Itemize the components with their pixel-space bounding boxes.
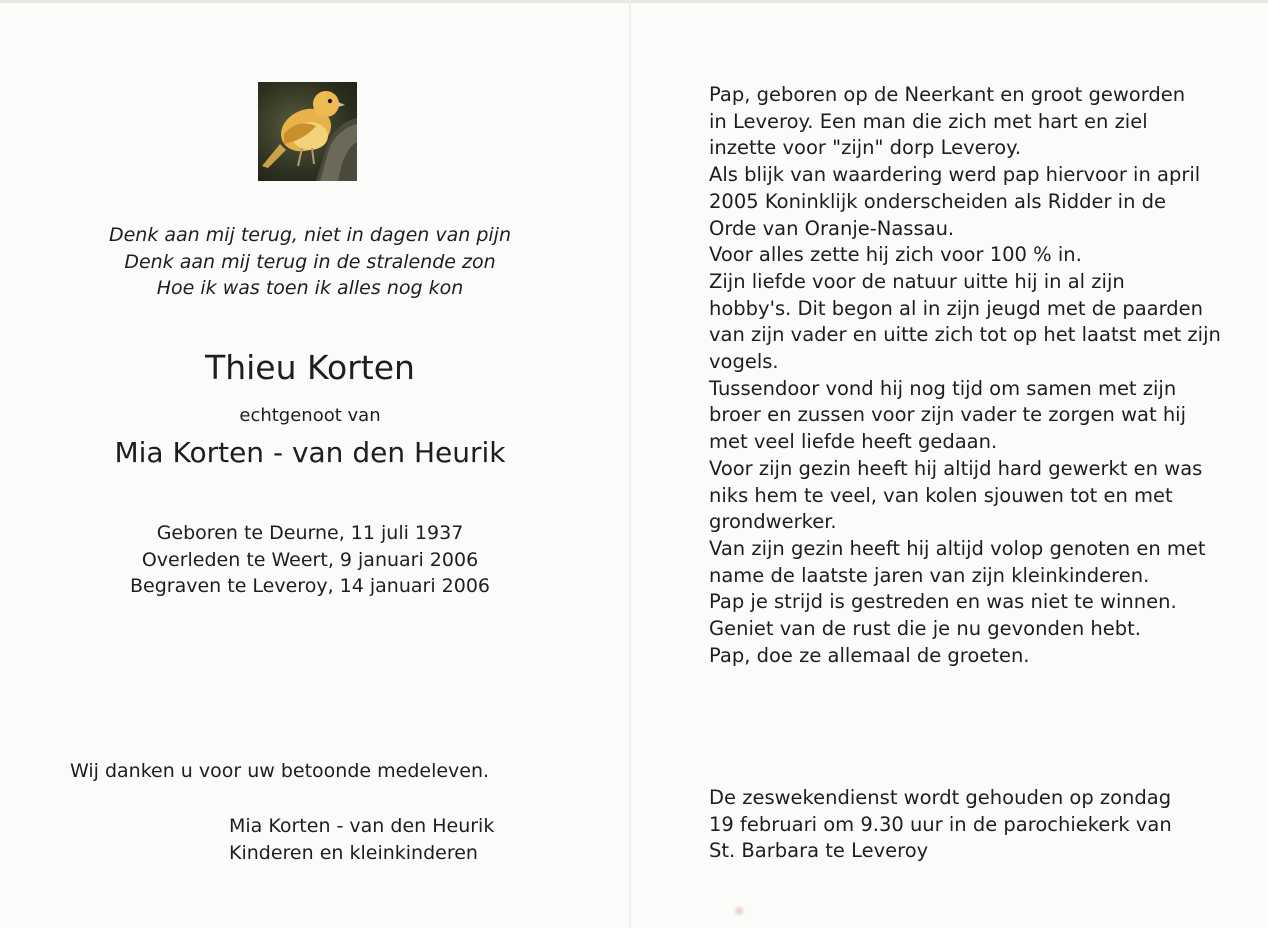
bird-photo-icon: [258, 82, 357, 181]
bio-line: met veel liefde heeft gedaan.: [709, 430, 998, 454]
death-line: Overleden te Weert, 9 januari 2006: [141, 548, 479, 571]
bio-line: Zijn liefde voor de natuur uitte hij in al zijn: [709, 269, 1125, 293]
bio-line: Tussendoor vond hij nog tijd om samen met zijn: [709, 376, 1177, 400]
bio-line: broer en zussen voor zijn vader te zorgen wat hij: [709, 403, 1187, 427]
bio-line: 2005 Koninklijk onderscheiden als Ridder in de: [709, 189, 1167, 213]
card-fold-line: [629, 0, 631, 928]
family-signature: [229, 813, 494, 867]
service-line: St. Barbara te Leveroy: [709, 839, 929, 863]
family-line: Kinderen en kleinkinderen: [229, 842, 478, 864]
bio-line: Pap, doe ze allemaal de groeten.: [709, 643, 1030, 667]
poem-line: Denk aan mij terug, niet in dagen van pijn: [108, 224, 512, 246]
bio-line: Voor zijn gezin heeft hij altijd hard gewerkt en was: [709, 456, 1203, 480]
poem-line: Denk aan mij terug in de stralende zon: [124, 250, 496, 273]
burial-line: Begraven te Leveroy, 14 januari 2006: [130, 575, 490, 597]
card-top-edge: [0, 0, 1268, 3]
bio-line: Pap je strijd is gestreden en was niet te winnen.: [709, 590, 1177, 614]
bio-line: Van zijn gezin heeft hij altijd volop genoten en met: [709, 536, 1206, 560]
service-line: De zeswekendienst wordt gehouden op zondag: [709, 786, 1172, 809]
bio-line: vogels.: [709, 350, 779, 374]
family-line: Mia Korten - van den Heurik: [229, 815, 495, 837]
thanks-message: Wij danken u voor uw betoonde medeleven.: [70, 760, 490, 782]
service-announcement: [709, 785, 1172, 865]
birth-line: Geboren te Deurne, 11 juli 1937: [156, 522, 464, 544]
bio-line: Pap, geboren op de Neerkant en groot geworden: [709, 83, 1186, 106]
poem-line: Hoe ik was toen ik alles nog kon: [156, 277, 464, 299]
bio-line: grondwerker.: [709, 510, 837, 534]
bio-line: in Leveroy. Een man die zich met hart en ziel: [709, 109, 1148, 133]
bio-line: van zijn vader en uitte zich tot op het laatst met zijn: [709, 323, 1221, 347]
life-dates: [60, 520, 560, 600]
bio-line: Voor alles zette hij zich voor 100 % in.: [709, 243, 1082, 267]
paper-stain: [732, 906, 746, 916]
spouse-name: Mia Korten - van den Heurik: [114, 436, 506, 469]
memorial-poem: [60, 222, 560, 302]
bio-line: niks hem te veel, van kolen sjouwen tot en met: [709, 483, 1173, 507]
bio-line: name de laatste jaren van zijn kleinkinderen.: [709, 563, 1150, 587]
biography-text: [709, 82, 1221, 669]
bio-line: inzette voor "zijn" dorp Leveroy.: [709, 136, 1022, 160]
bio-line: hobby's. Dit begon al in zijn jeugd met de paarden: [709, 296, 1204, 320]
bio-line: Orde van Oranje-Nassau.: [709, 216, 955, 240]
bio-line: Geniet van de rust die je nu gevonden hebt.: [709, 617, 1141, 641]
relation-label: echtgenoot van: [239, 405, 381, 426]
bio-line: Als blijk van waardering werd pap hiervoor in april: [709, 163, 1201, 187]
deceased-name: Thieu Korten: [205, 348, 415, 387]
service-line: 19 februari om 9.30 uur in de parochiekerk van: [709, 812, 1172, 836]
